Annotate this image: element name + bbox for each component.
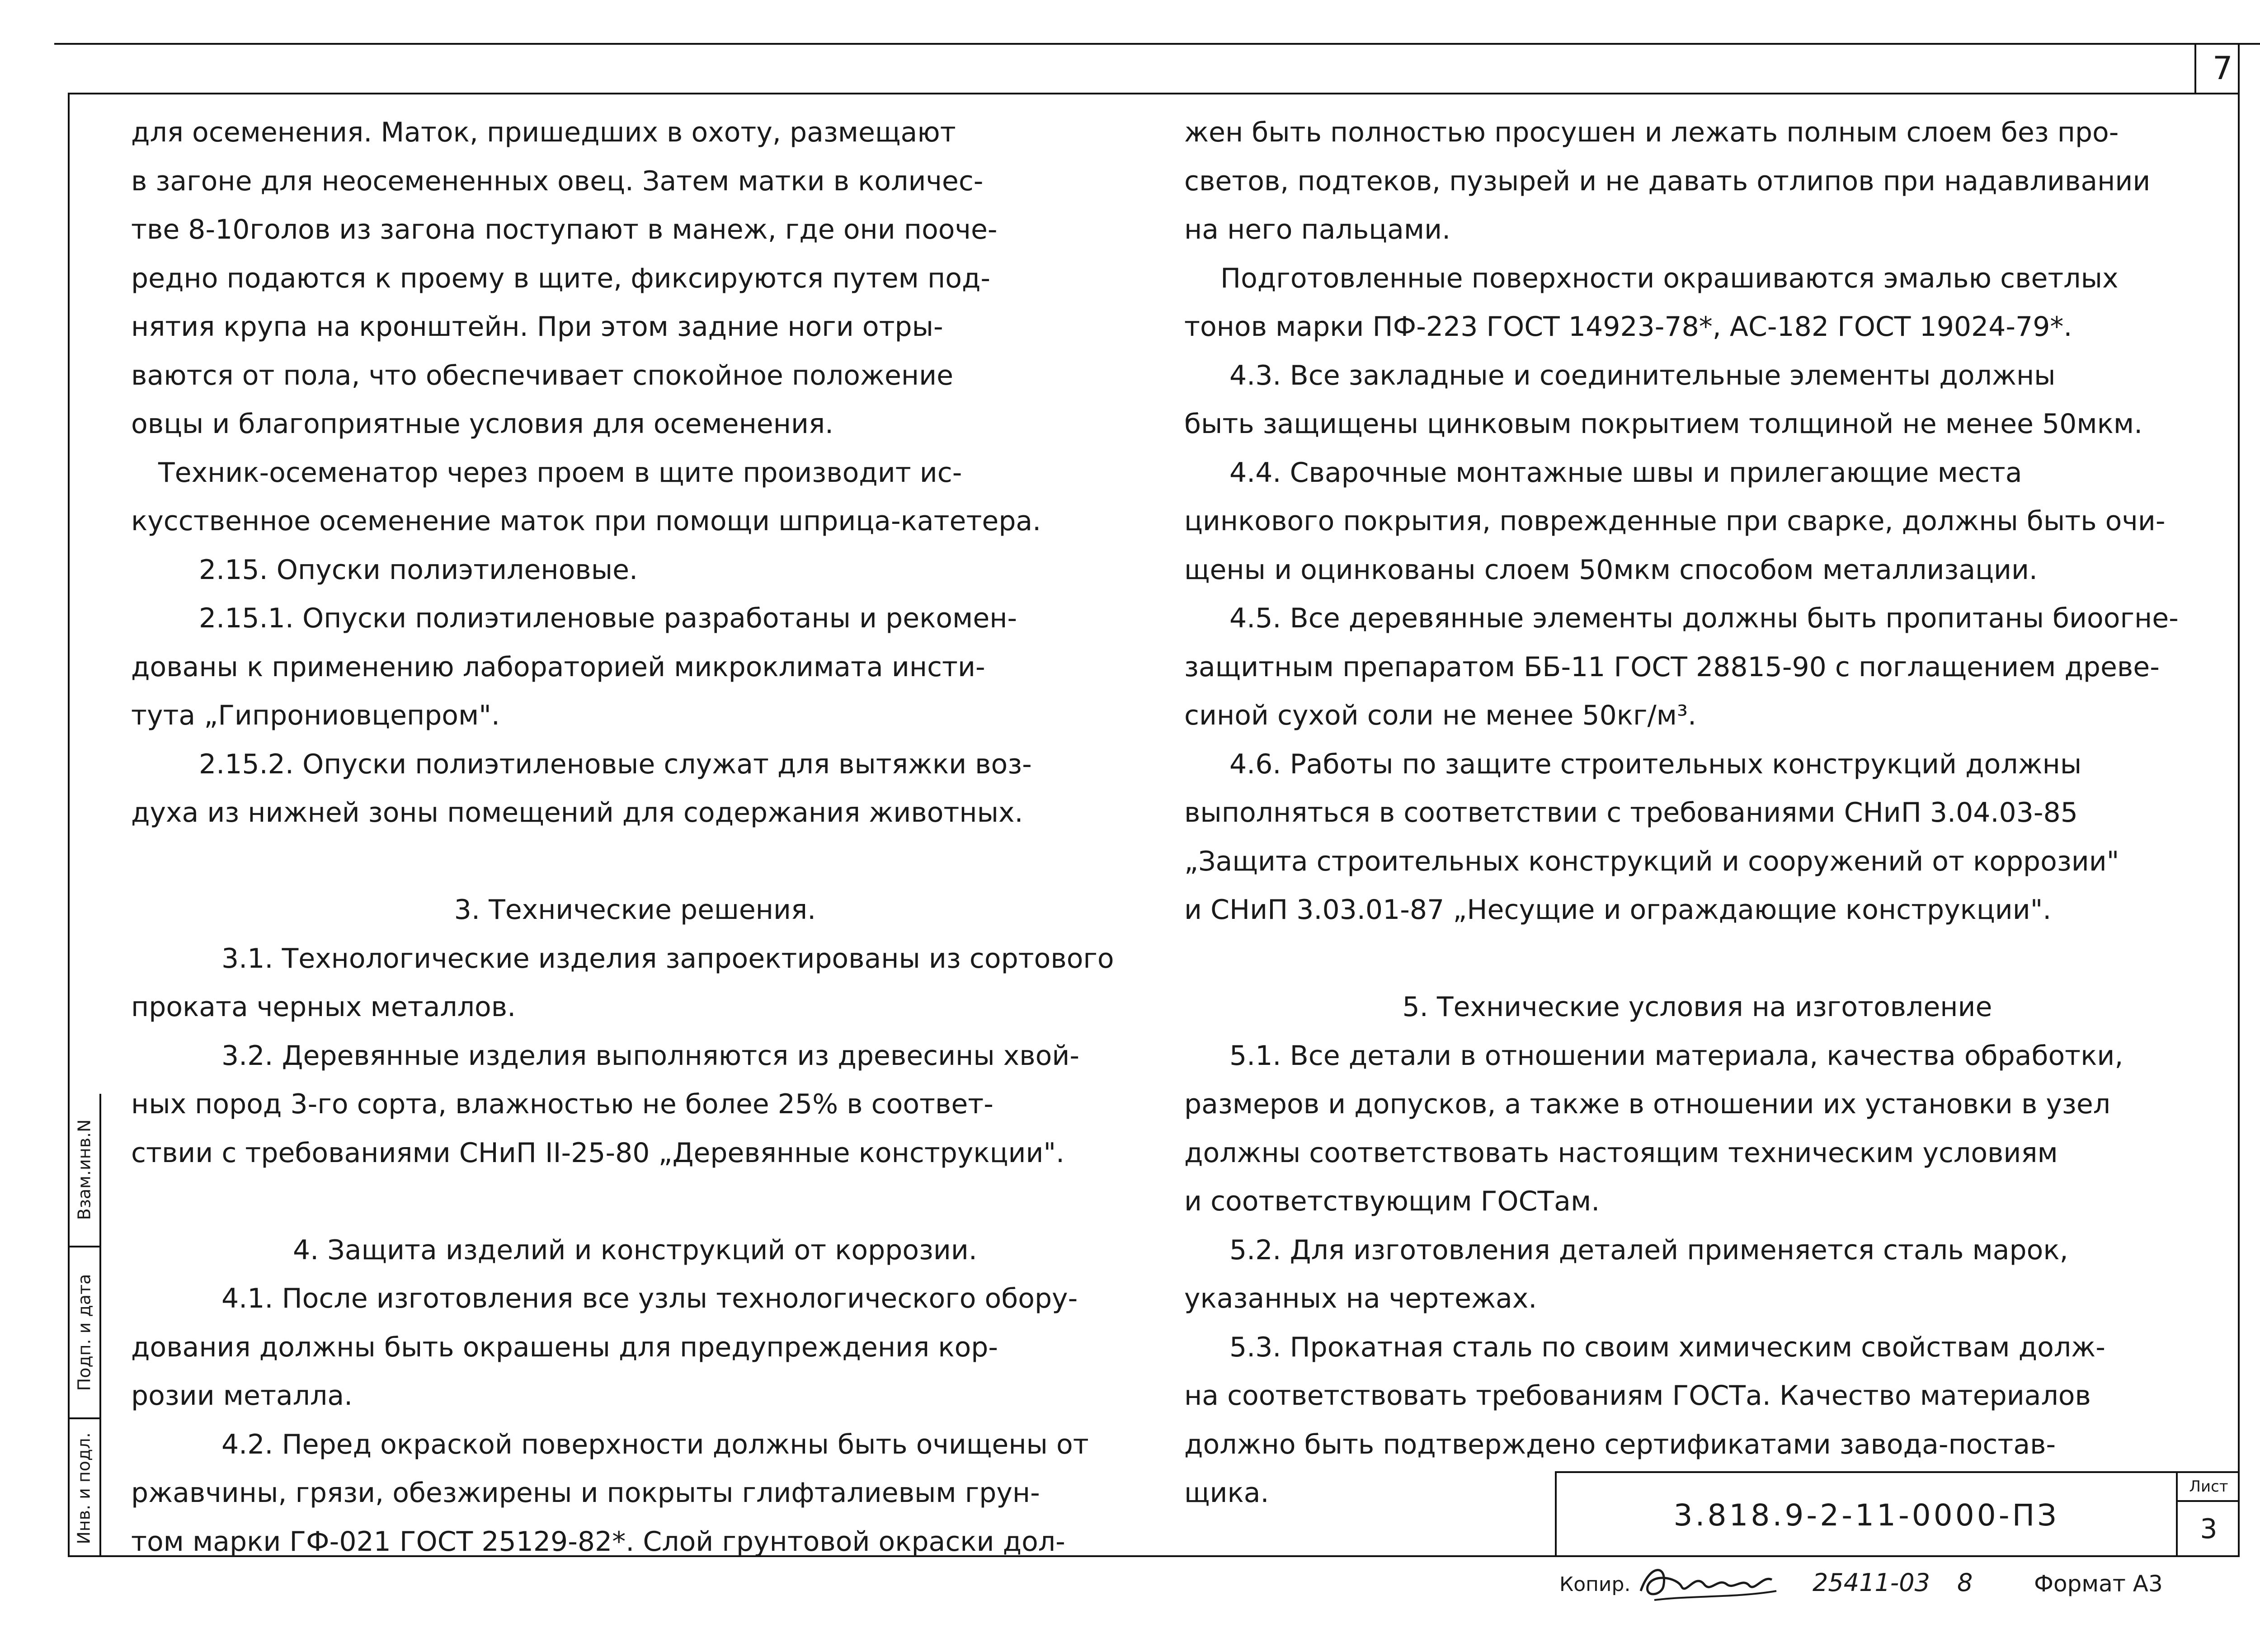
side-label-inv-podl-text: Инв. и подл. (74, 1432, 94, 1544)
text-line: тве 8-10голов из загона поступают в манеж, где они поoче- (131, 214, 998, 245)
section-heading: 4. Защита изделий и конструкций от коррозии. (292, 1234, 977, 1266)
frame-top-line (68, 93, 2240, 94)
text-line: нятия крупа на кронштейн. При этом задние ноги отры- (131, 311, 943, 343)
text-line: светов, подтеков, пузырей и не давать отлипов при надавливании (1184, 165, 2151, 197)
text-line: 2.15.2. Опуски полиэтиленовые служат для вытяжки воз- (199, 748, 1032, 780)
text-line: том марки ГФ-021 ГОСТ 25129-82*. Слой грунтовой окраски дол- (131, 1525, 1065, 1558)
text-line: должно быть подтверждено сертификатами завода-постав- (1184, 1428, 2056, 1460)
text-line: 3.1. Технологические изделия запроектированы из сортового (221, 942, 1114, 974)
text-line: выполняться в соответствии с требованиями СНиП 3.04.03-85 (1184, 797, 2078, 828)
sheet-label: Лист (2178, 1473, 2240, 1502)
text-line: защитным препаратом ББ-11 ГОСТ 28815-90 с поглащением древе- (1184, 651, 2160, 683)
frame-right-line (2238, 43, 2240, 1557)
footer (1559, 1559, 2237, 1609)
text-line: и СНиП 3.03.01-87 „Несущие и ограждающие конструкции". (1184, 894, 2052, 926)
text-line: для осеменения. Маток, пришедших в охоту, размещают (131, 117, 956, 148)
text-line: дования должны быть окрашены для предупреждения кор- (131, 1331, 998, 1363)
order-number: 25411-03 (1813, 1568, 1930, 1597)
kopir-label: Копир. (1559, 1573, 1631, 1596)
side-label-inv-podl (68, 1419, 100, 1557)
text-line: 4.4. Сварочные монтажные швы и прилегающие места (1229, 457, 2022, 489)
text-line: ржавчины, грязи, обезжирены и покрыты глифталиевым грун- (131, 1477, 1040, 1509)
side-label-podp-data (68, 1247, 100, 1419)
text-line: ствии с требованиями СНиП II-25-80 „Деревянные конструкции". (131, 1137, 1065, 1169)
text-line: 2.15.1. Опуски полиэтиленовые разработаны и рекомен- (199, 602, 1017, 634)
text-line: ваются от пола, что обеспечивает спокойное положение (131, 359, 954, 391)
side-label-vzam-inv (68, 1094, 100, 1247)
doc-code: 3.818.9-2-11-0000-ПЗ (1673, 1497, 2059, 1533)
text-line: 4.6. Работы по защите строительных конструкций должны (1229, 748, 2082, 780)
text-line: розии металла. (131, 1380, 353, 1412)
text-line: 4.1. После изготовления все узлы технологического обору- (221, 1283, 1078, 1314)
section-heading: 3. Технические решения. (454, 894, 816, 926)
text-line: щены и оцинкованы слоем 50мкм способом металлизации. (1184, 554, 2038, 586)
signature-image (1636, 1559, 1781, 1609)
left-text-column (131, 108, 1139, 1566)
blank-line (1184, 935, 2210, 984)
text-line: Техник-осеменатор через проем в щите производит ис- (158, 457, 962, 489)
text-line: 4.2. Перед окраской поверхности должны быть очищены от (221, 1428, 1089, 1460)
text-line: щика. (1184, 1477, 1269, 1509)
text-line: в загоне для неосемененных овец. Затем матки в количес- (131, 165, 984, 197)
right-text-column (1184, 108, 2210, 1518)
copy-number: 8 (1957, 1568, 1973, 1597)
text-line: ных пород 3-го сорта, влажностью не более 25% в соответ- (131, 1088, 993, 1120)
sheet-number: 3 (2200, 1513, 2218, 1545)
side-label-vzam-inv-text: Взам.инв.N (74, 1119, 94, 1220)
text-line: 5.1. Все детали в отношении материала, качества обработки, (1229, 1040, 2123, 1072)
format-label: Формат А3 (2034, 1571, 2163, 1597)
top-border-line (54, 43, 2260, 45)
text-line: кусственное осеменение маток при помощи шприца-катетера. (131, 505, 1041, 537)
text-line: редно подаются к проему в щите, фиксируются путем под- (131, 262, 991, 294)
text-line: овцы и благоприятные условия для осеменения. (131, 408, 834, 440)
blank-line (131, 1177, 1139, 1226)
text-line: дованы к применению лабораторией микроклимата инсти- (131, 651, 985, 683)
text-line: и соответствующим ГОСТам. (1184, 1186, 1600, 1217)
text-line: синой сухой соли не менее 50кг/м³. (1184, 700, 1697, 731)
text-line: 4.3. Все закладные и соединительные элементы должны (1229, 359, 2056, 391)
text-line: указанных на чертежах. (1184, 1283, 1537, 1314)
blank-line (131, 838, 1139, 886)
text-line: 3.2. Деревянные изделия выполняются из древесины хвой- (221, 1040, 1079, 1072)
text-line: 4.5. Все деревянные элементы должны быть пропитаны биоогне- (1229, 602, 2179, 634)
text-line: тута „Гипрониовцепром". (131, 700, 500, 731)
sheet-cell (2176, 1473, 2240, 1557)
title-block (1555, 1471, 2240, 1557)
text-line: тонов марки ПФ-223 ГОСТ 14923-78*, АС-182 ГОСТ 19024-79*. (1184, 311, 2072, 343)
text-line: Подготовленные поверхности окрашиваются эмалью светлых (1220, 262, 2119, 294)
text-line: должны соответствовать настоящим техническим условиям (1184, 1137, 2058, 1169)
text-line: на соответствовать требованиям ГОСТа. Качество материалов (1184, 1380, 2091, 1412)
text-line: цинкового покрытия, поврежденные при сварке, должны быть очи- (1184, 505, 2166, 537)
text-line: быть защищены цинковым покрытием толщиной не менее 50мкм. (1184, 408, 2143, 440)
text-line: размеров и допусков, а также в отношении их установки в узел (1184, 1088, 2111, 1120)
side-label-podp-data-text: Подп. и дата (74, 1274, 94, 1391)
text-line: „Защита строительных конструкций и сооружений от коррозии" (1184, 845, 2119, 877)
text-line: 5.3. Прокатная сталь по своим химическим свойствам долж- (1229, 1331, 2105, 1363)
page-number-box-line (2194, 43, 2196, 94)
text-line: проката черных металлов. (131, 991, 516, 1023)
text-line: 5.2. Для изготовления деталей применяется сталь марок, (1229, 1234, 2068, 1266)
text-line: 2.15. Опуски полиэтиленовые. (199, 554, 638, 586)
text-line: жен быть полностью просушен и лежать полным слоем без про- (1184, 117, 2119, 148)
section-heading: 5. Технические условия на изготовление (1402, 991, 1992, 1023)
page-number: 7 (2213, 50, 2233, 87)
text-line: на него пальцами. (1184, 214, 1451, 245)
text-line: духа из нижней зоны помещений для содержания животных. (131, 797, 1023, 828)
